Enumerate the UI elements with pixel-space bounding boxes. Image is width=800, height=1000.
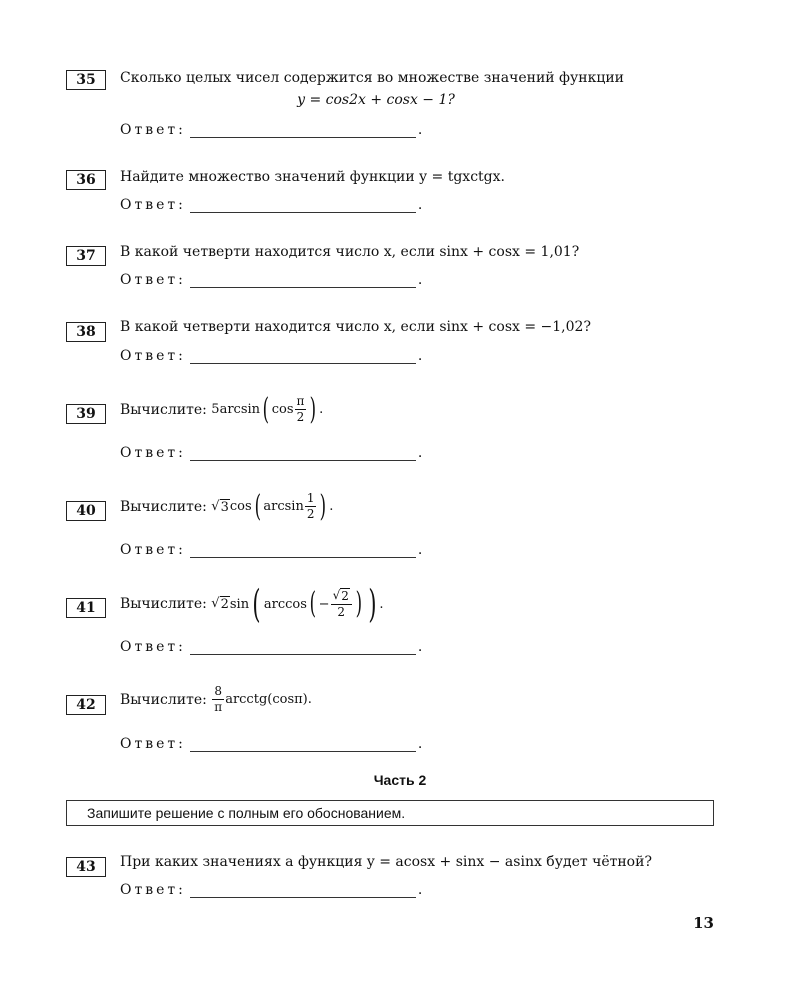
problem-number: 40 [66, 501, 106, 521]
math-expression: $\frac{8}{\pi}$ arcctg(cosπ). [214, 684, 312, 714]
problem-text: Вычислите: √ 3 cos ( arcsin $\frac{1}{2}$ ) . [120, 488, 334, 524]
math-expression: √ 2 sin ( arccos ( − √ 2 2 ) ) . [211, 582, 384, 626]
problem-text: Найдите множество значений функции y = tgxctgx. [120, 169, 505, 185]
problem-number: 43 [66, 857, 106, 877]
problem-number: 39 [66, 404, 106, 424]
section-instruction: Запишите решение с полным его обоснованием. [66, 800, 714, 826]
problem-number: 42 [66, 695, 106, 715]
section-title: Часть 2 [373, 772, 427, 788]
answer-line[interactable] [190, 738, 416, 752]
answer-line[interactable] [190, 884, 416, 898]
answer-field[interactable]: Ответ: . [120, 445, 423, 461]
math-expression: 5 arcsin ( cos $\frac{\pi}{2}$ ) . [211, 391, 324, 427]
problem-number: 35 [66, 70, 106, 90]
answer-label: Ответ: [120, 445, 186, 461]
problem-formula: y = cos2x + cosx − 1? [297, 92, 455, 108]
problem-text: Вычислите: $\frac{8}{\pi}$ arcctg(cosπ). [120, 684, 312, 714]
answer-line[interactable] [190, 544, 416, 558]
page-number: 13 [693, 914, 714, 932]
answer-line[interactable] [190, 199, 416, 213]
answer-line[interactable] [190, 447, 416, 461]
problem-number: 36 [66, 170, 106, 190]
answer-field[interactable]: Ответ: . [120, 272, 423, 288]
answer-line[interactable] [190, 350, 416, 364]
answer-line[interactable] [190, 274, 416, 288]
answer-field[interactable]: Ответ: . [120, 348, 423, 364]
problem-text: Сколько целых чисел содержится во множестве значений функции [120, 70, 624, 86]
problem-text: Вычислите: √ 2 sin ( arccos ( − √ 2 2 ) ) . [120, 582, 384, 626]
answer-field[interactable]: Ответ: . [120, 882, 423, 898]
problem-text: В какой четверти находится число x, если sinx + cosx = 1,01? [120, 244, 580, 260]
answer-label: Ответ: [120, 882, 186, 898]
problem-number: 38 [66, 322, 106, 342]
problem-number: 37 [66, 246, 106, 266]
answer-line[interactable] [190, 124, 416, 138]
problem-text: Вычислите: 5 arcsin ( cos $\frac{\pi}{2}$ ) . [120, 391, 324, 427]
answer-label: Ответ: [120, 542, 186, 558]
problem-number: 41 [66, 598, 106, 618]
answer-field[interactable]: Ответ: . [120, 122, 423, 138]
answer-label: Ответ: [120, 272, 186, 288]
math-expression: √ 3 cos ( arcsin $\frac{1}{2}$ ) . [211, 488, 334, 524]
answer-label: Ответ: [120, 736, 186, 752]
answer-label: Ответ: [120, 122, 186, 138]
answer-field[interactable]: Ответ: . [120, 736, 423, 752]
answer-field[interactable]: Ответ: . [120, 197, 423, 213]
answer-line[interactable] [190, 641, 416, 655]
problem-text: В какой четверти находится число x, если sinx + cosx = −1,02? [120, 319, 591, 335]
answer-label: Ответ: [120, 348, 186, 364]
answer-field[interactable]: Ответ: . [120, 542, 423, 558]
answer-label: Ответ: [120, 639, 186, 655]
answer-field[interactable]: Ответ: . [120, 639, 423, 655]
answer-label: Ответ: [120, 197, 186, 213]
problem-text: При каких значениях a функция y = acosx + sinx − asinx будет чётной? [120, 854, 652, 870]
